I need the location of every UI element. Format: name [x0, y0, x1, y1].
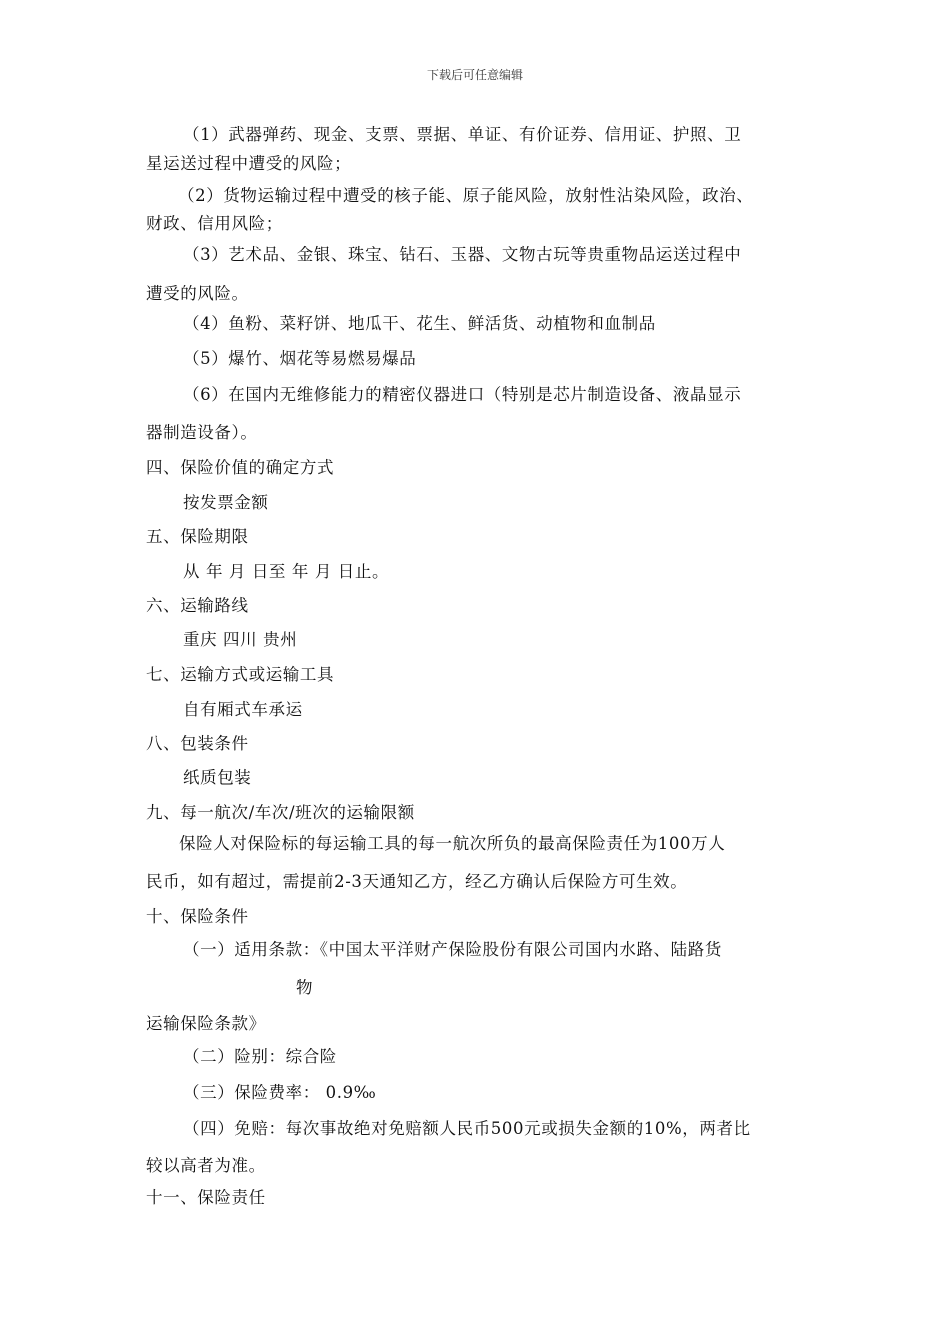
section-4-heading: 四、保险价值的确定方式	[146, 458, 335, 477]
exclusion-2-line2: 财政、信用风险；	[146, 214, 283, 233]
section-9-content-line2: 民币，如有超过，需提前2-3天通知乙方，经乙方确认后保险方可生效。	[146, 872, 688, 891]
condition-1-line1: （一）适用条款：《中国太平洋财产保险股份有限公司国内水路、陆路货	[183, 940, 722, 959]
section-7-content: 自有厢式车承运	[183, 700, 303, 719]
section-8-heading: 八、包装条件	[146, 734, 249, 753]
section-5-content: 从 年 月 日至 年 月 日止。	[183, 562, 390, 581]
exclusion-3-line1: （3）艺术品、金银、珠宝、钻石、玉器、文物古玩等贵重物品运送过程中	[183, 245, 742, 264]
section-4-content: 按发票金额	[183, 493, 269, 512]
condition-4-line1: （四）免赔：每次事故绝对免赔额人民币500元或损失金额的10%，两者比	[183, 1119, 751, 1138]
section-11-heading: 十一、保险责任	[146, 1188, 266, 1207]
page-header: 下载后可任意编辑	[426, 68, 523, 82]
condition-3: （三）保险费率： 0.9‰	[183, 1083, 377, 1102]
condition-1-line3: 运输保险条款》	[146, 1014, 266, 1033]
condition-1-line2: 物	[296, 978, 314, 997]
section-6-heading: 六、运输路线	[146, 596, 249, 615]
section-10-heading: 十、保险条件	[146, 907, 249, 926]
exclusion-6-line1: （6）在国内无维修能力的精密仪器进口（特别是芯片制造设备、液晶显示	[183, 385, 742, 404]
exclusion-2-line1: （2）货物运输过程中遭受的核子能、原子能风险，放射性沾染风险，政治、	[178, 186, 754, 205]
section-9-heading: 九、每一航次/车次/班次的运输限额	[146, 803, 415, 822]
exclusion-6-line2: 器制造设备）。	[146, 423, 258, 442]
section-7-heading: 七、运输方式或运输工具	[146, 665, 335, 684]
condition-4-line2: 较以高者为准。	[146, 1156, 266, 1175]
section-9-content-line1: 保险人对保险标的每运输工具的每一航次所负的最高保险责任为100万人	[179, 834, 726, 853]
exclusion-3-line2: 遭受的风险。	[146, 284, 249, 303]
exclusion-4: （4）鱼粉、菜籽饼、地瓜干、花生、鲜活货、动植物和血制品	[183, 314, 656, 333]
exclusion-5: （5）爆竹、烟花等易燃易爆品	[183, 349, 417, 368]
exclusion-1-line1: （1）武器弹药、现金、支票、票据、单证、有价证券、信用证、护照、卫	[183, 125, 742, 144]
section-8-content: 纸质包装	[183, 768, 252, 787]
condition-2: （二）险别：综合险	[183, 1047, 337, 1066]
section-6-content: 重庆 四川 贵州	[183, 630, 298, 649]
exclusion-1-line2: 星运送过程中遭受的风险；	[146, 154, 352, 173]
section-5-heading: 五、保险期限	[146, 527, 249, 546]
